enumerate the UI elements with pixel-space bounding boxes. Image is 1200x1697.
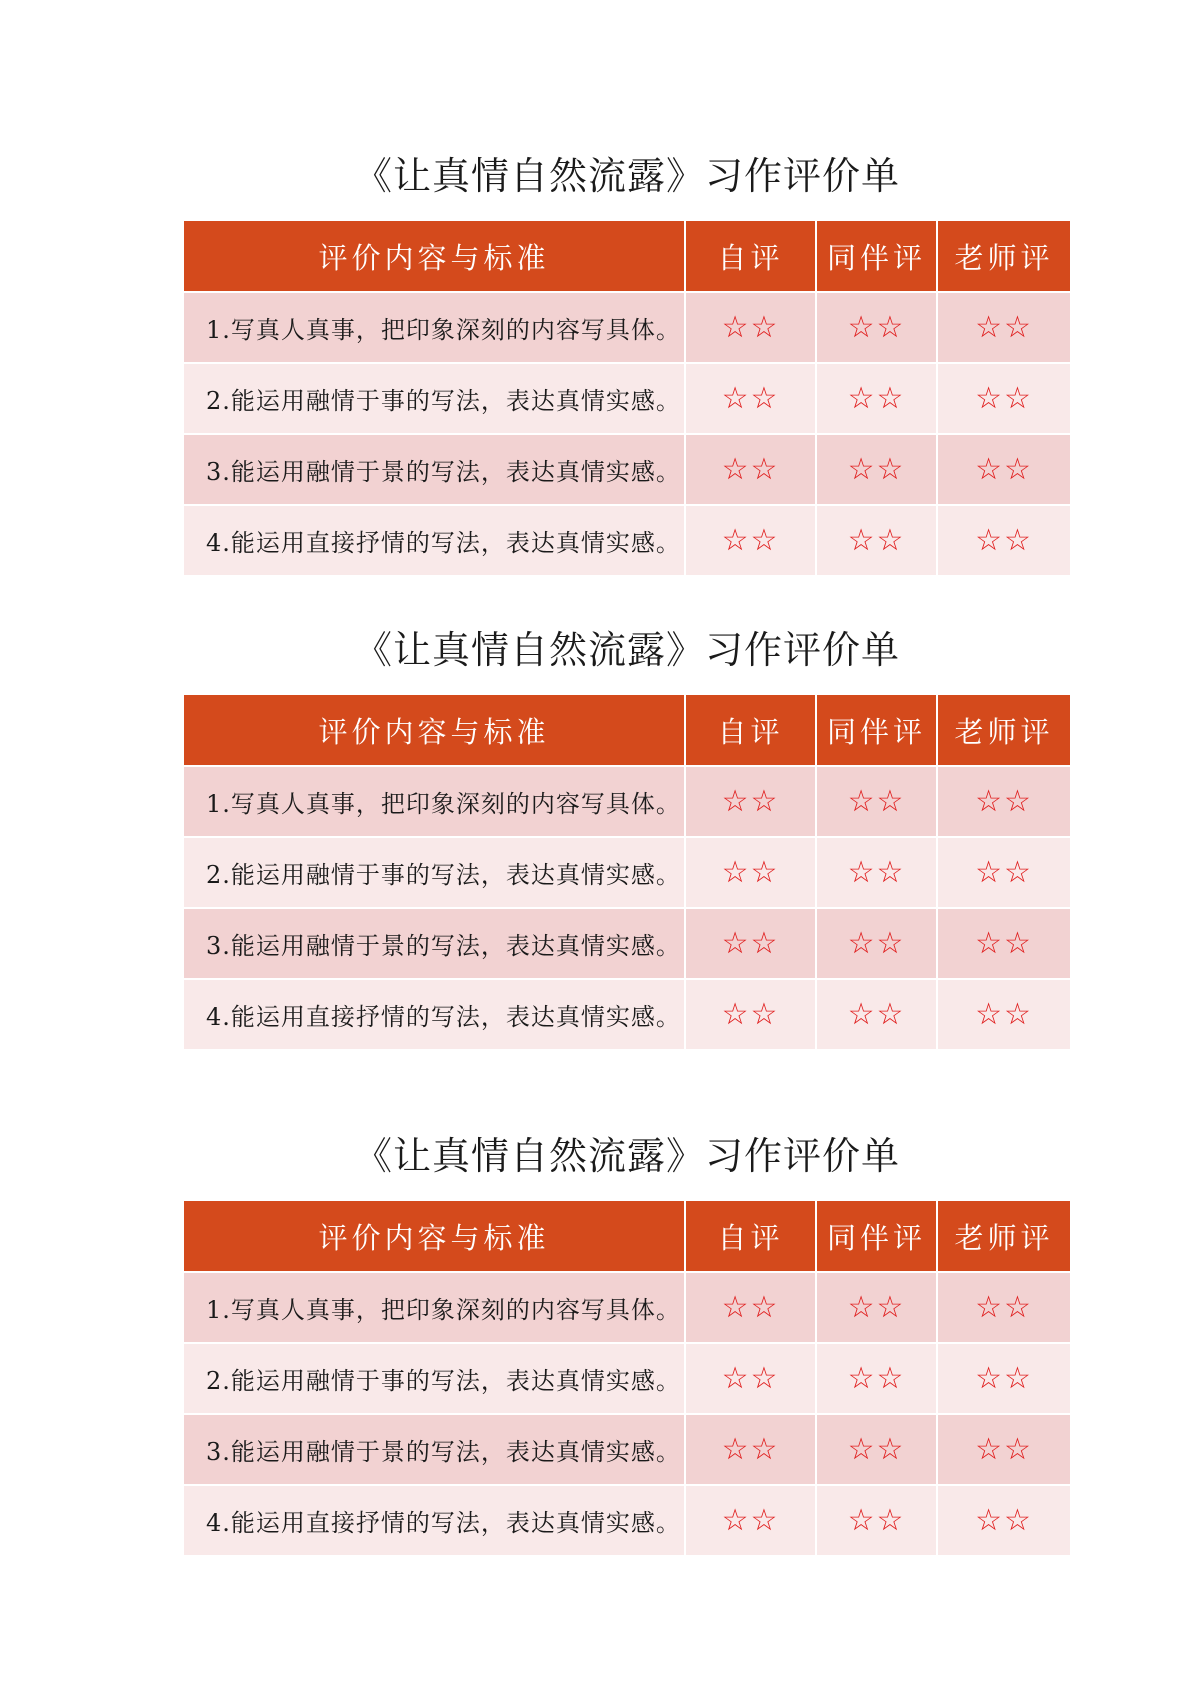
peer-rating-stars[interactable]: ☆☆ [817,1415,938,1486]
table-row [184,909,1070,980]
peer-rating-stars[interactable]: ☆☆ [817,506,938,577]
header-criteria: 评价内容与标准 [184,695,686,767]
table-row [184,1415,1070,1486]
criterion-cell: 3.能运用融情于景的写法，表达真情实感。 [184,909,686,980]
self-rating-stars[interactable]: ☆☆ [686,506,817,577]
self-rating-stars[interactable]: ☆☆ [686,364,817,435]
header-peer-eval: 同伴评 [817,221,938,293]
header-self-eval: 自评 [686,695,817,767]
teacher-rating-stars[interactable]: ☆☆ [938,1273,1070,1344]
teacher-rating-stars[interactable]: ☆☆ [938,909,1070,980]
peer-rating-stars[interactable]: ☆☆ [817,909,938,980]
self-rating-stars[interactable]: ☆☆ [686,293,817,364]
sheet-title: 《让真情自然流露》习作评价单 [353,628,900,672]
teacher-rating-stars[interactable]: ☆☆ [938,293,1070,364]
header-self-eval: 自评 [686,221,817,293]
table-row [184,364,1070,435]
peer-rating-stars[interactable]: ☆☆ [817,435,938,506]
header-self-eval: 自评 [686,1201,817,1273]
peer-rating-stars[interactable]: ☆☆ [817,980,938,1051]
evaluation-sheet-3 [184,1127,1070,1557]
table-row [184,293,1070,364]
criterion-cell: 2.能运用融情于事的写法，表达真情实感。 [184,1344,686,1415]
header-row [184,1201,1070,1273]
teacher-rating-stars[interactable]: ☆☆ [938,364,1070,435]
evaluation-table [184,221,1070,577]
self-rating-stars[interactable]: ☆☆ [686,838,817,909]
table-row [184,1486,1070,1557]
table-row [184,838,1070,909]
teacher-rating-stars[interactable]: ☆☆ [938,506,1070,577]
self-rating-stars[interactable]: ☆☆ [686,1486,817,1557]
criterion-cell: 4.能运用直接抒情的写法，表达真情实感。 [184,980,686,1051]
evaluation-sheet-2 [184,621,1070,1051]
self-rating-stars[interactable]: ☆☆ [686,1273,817,1344]
self-rating-stars[interactable]: ☆☆ [686,767,817,838]
header-criteria: 评价内容与标准 [184,221,686,293]
criterion-cell: 1.写真人真事，把印象深刻的内容写具体。 [184,767,686,838]
self-rating-stars[interactable]: ☆☆ [686,1344,817,1415]
evaluation-table [184,1201,1070,1557]
table-row [184,506,1070,577]
peer-rating-stars[interactable]: ☆☆ [817,1273,938,1344]
teacher-rating-stars[interactable]: ☆☆ [938,980,1070,1051]
criterion-cell: 2.能运用融情于事的写法，表达真情实感。 [184,838,686,909]
table-row [184,980,1070,1051]
header-teacher-eval: 老师评 [938,695,1070,767]
table-row [184,435,1070,506]
peer-rating-stars[interactable]: ☆☆ [817,1486,938,1557]
peer-rating-stars[interactable]: ☆☆ [817,1344,938,1415]
peer-rating-stars[interactable]: ☆☆ [817,364,938,435]
self-rating-stars[interactable]: ☆☆ [686,1415,817,1486]
teacher-rating-stars[interactable]: ☆☆ [938,838,1070,909]
teacher-rating-stars[interactable]: ☆☆ [938,1344,1070,1415]
peer-rating-stars[interactable]: ☆☆ [817,838,938,909]
self-rating-stars[interactable]: ☆☆ [686,435,817,506]
criterion-cell: 2.能运用融情于事的写法，表达真情实感。 [184,364,686,435]
table-row [184,767,1070,838]
header-row [184,695,1070,767]
criterion-cell: 3.能运用融情于景的写法，表达真情实感。 [184,1415,686,1486]
criterion-cell: 4.能运用直接抒情的写法，表达真情实感。 [184,506,686,577]
table-row [184,1344,1070,1415]
peer-rating-stars[interactable]: ☆☆ [817,293,938,364]
criterion-cell: 4.能运用直接抒情的写法，表达真情实感。 [184,1486,686,1557]
self-rating-stars[interactable]: ☆☆ [686,980,817,1051]
peer-rating-stars[interactable]: ☆☆ [817,767,938,838]
criterion-cell: 3.能运用融情于景的写法，表达真情实感。 [184,435,686,506]
header-criteria: 评价内容与标准 [184,1201,686,1273]
header-row [184,221,1070,293]
evaluation-sheet-1 [184,147,1070,577]
self-rating-stars[interactable]: ☆☆ [686,909,817,980]
header-teacher-eval: 老师评 [938,1201,1070,1273]
header-teacher-eval: 老师评 [938,221,1070,293]
evaluation-table [184,695,1070,1051]
teacher-rating-stars[interactable]: ☆☆ [938,435,1070,506]
teacher-rating-stars[interactable]: ☆☆ [938,1486,1070,1557]
header-peer-eval: 同伴评 [817,1201,938,1273]
teacher-rating-stars[interactable]: ☆☆ [938,767,1070,838]
criterion-cell: 1.写真人真事，把印象深刻的内容写具体。 [184,293,686,364]
table-row [184,1273,1070,1344]
header-peer-eval: 同伴评 [817,695,938,767]
teacher-rating-stars[interactable]: ☆☆ [938,1415,1070,1486]
sheet-title: 《让真情自然流露》习作评价单 [353,154,900,198]
criterion-cell: 1.写真人真事，把印象深刻的内容写具体。 [184,1273,686,1344]
sheet-title: 《让真情自然流露》习作评价单 [353,1134,900,1178]
